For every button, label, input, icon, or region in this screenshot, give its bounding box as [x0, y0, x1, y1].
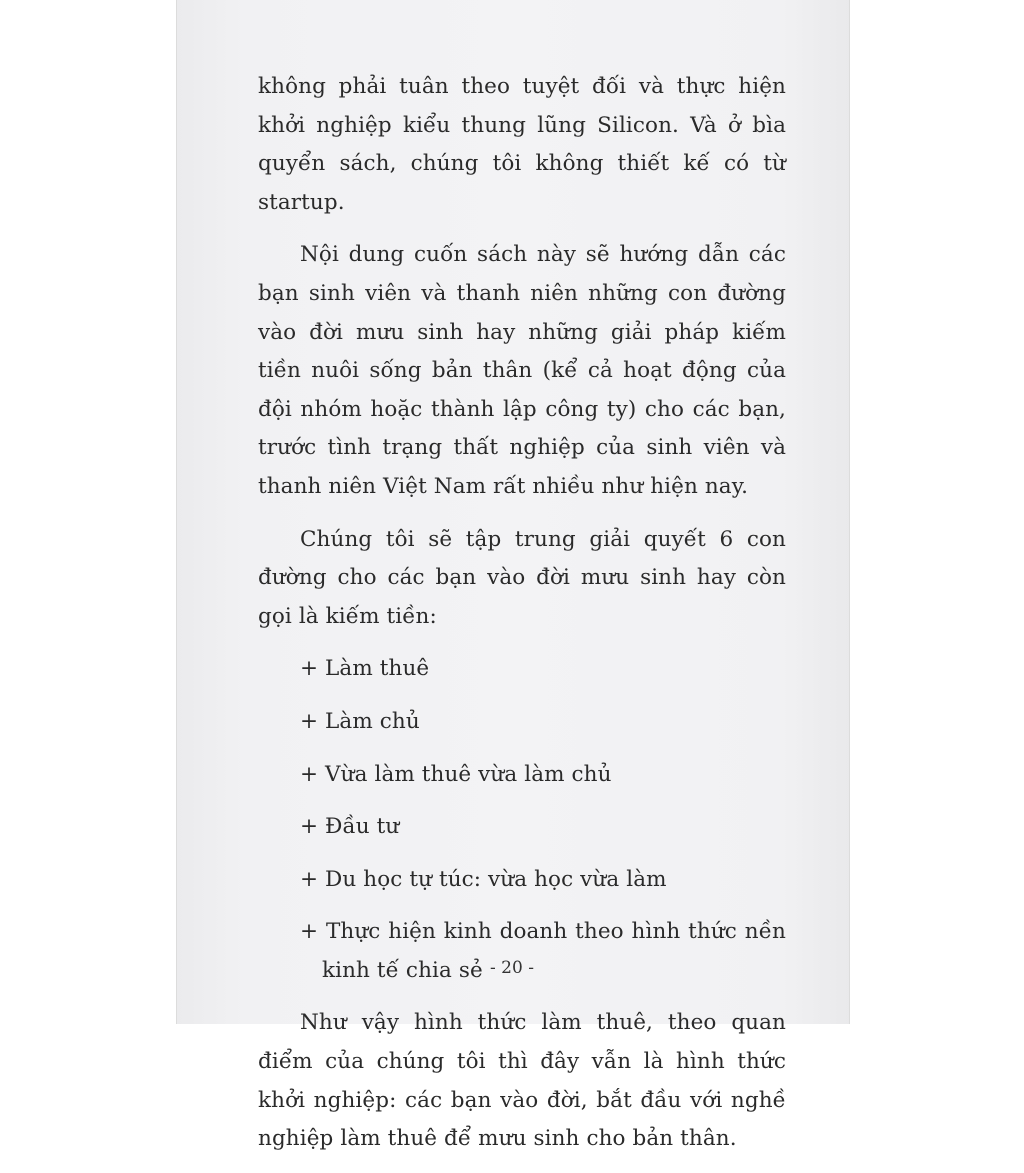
paragraph-1: không phải tuân theo tuyệt đối và thực hiện khởi nghiệp kiểu thung lũng Silicon. Và ở bìa quyển sách, chúng tôi không thiết kế có từ startup. [258, 74, 786, 215]
list-item-be-owner: + Làm chủ [300, 708, 420, 734]
page-body [258, 68, 786, 1173]
list-item-study-abroad: + Du học tự túc: vừa học vừa làm [300, 866, 667, 892]
list-item-invest: + Đầu tư [300, 814, 400, 840]
list-item-sharing-economy: + Thực hiện kinh doanh theo hình thức nền kinh tế chia sẻ [300, 919, 786, 983]
paragraph-3: Chúng tôi sẽ tập trung giải quyết 6 con đường cho các bạn vào đời mưu sinh hay còn gọi là kiếm tiền: [258, 526, 786, 629]
list-item-work-for-hire: + Làm thuê [300, 656, 430, 682]
paragraph-2: Nội dung cuốn sách này sẽ hướng dẫn các bạn sinh viên và thanh niên những con đường vào đời mưu sinh hay những giải pháp kiếm tiền nuôi sống bản thân (kể cả hoạt động của đội nhóm hoặc thành lập công ty) cho các bạn, trước tình trạng thất nghiệp của sinh viên và thanh niên Việt Nam rất nhiều như hiện nay. [258, 242, 786, 499]
list-item-both: + Vừa làm thuê vừa làm chủ [300, 761, 612, 787]
closing-paragraph: Như vậy hình thức làm thuê, theo quan điểm của chúng tôi thì đây vẫn là hình thức khởi nghiệp: các bạn vào đời, bắt đầu với nghề nghiệp làm thuê để mưu sinh cho bản thân. [258, 1010, 786, 1152]
page-number: - 20 - [490, 958, 534, 978]
